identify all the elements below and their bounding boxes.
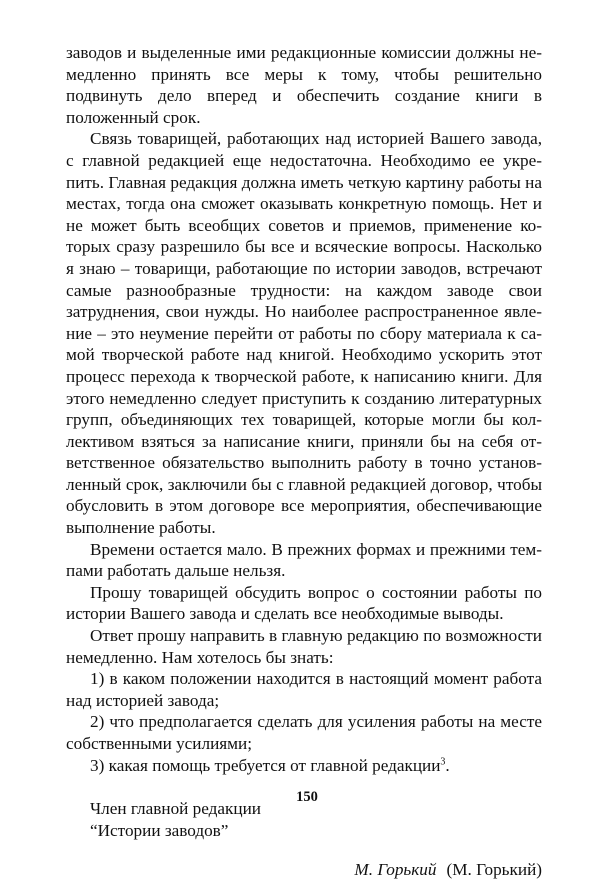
list-item-3-end: . xyxy=(445,755,450,775)
list-item-3-text: 3) какая помощь требуется от главной редакции xyxy=(90,755,441,775)
signature-line xyxy=(66,859,542,881)
page-number: 150 xyxy=(296,789,318,805)
signature-name: М. Горький xyxy=(354,860,437,880)
paragraph-continuation: заводов и выделенные ими редакционные комиссии должны немедленно принять все меры к тому, чтобы решительно подвинуть дело вперед и обеспечить создание книги в положенный срок. xyxy=(66,43,542,127)
list-item-1: 1) в каком положении находится в настоящий момент работа над историей завода; xyxy=(66,669,542,710)
paragraph-time-short: Времени остается мало. В прежних формах и прежними темпами работать дальше нельзя. xyxy=(66,539,542,581)
list-item-2: 2) что предполагается сделать для усиления работы на месте собственными усилиями; xyxy=(66,712,542,753)
paragraph-request-answer: Ответ прошу направить в главную редакцию по возможности немедленно. Нам хотелось бы знать: xyxy=(66,626,542,667)
list-item-3 xyxy=(66,755,542,777)
signatory-title-line1: Член главной редакции xyxy=(90,799,261,819)
signatory-title-line2: “Истории заводов” xyxy=(90,820,229,840)
paragraph-editorial-connection: Связь товарищей, работающих над историей Вашего завода, с главной редакцией еще недостаточна. Необходимо ее укрепить. Главная редакция должна иметь четкую картину работы на местах, тогда она сможет оказывать конкретную помощь. Нет и не может быть всеобщих советов и приемов, применение которых сразу разрешило бы все и всяческие вопросы. Насколько я знаю – товарищи, работающие по истории заводов, встречают самые разнообразные трудности: на каждом заводе свои затруднения, свои нужды. Но наиболее распространенное явление – это неумение перейти от работы по сбору материала к самой творческой работе над книгой. Необходимо ускорить этот процесс перехода к творческой работе, к написанию книги. Для этого немедленно следует приступить к созданию литературных групп, объединяющих тех товарищей, которые могли бы коллективом взяться за написание книги, приняли бы на себя ответственное обязательство выполнить работу в точно установленный срок, заключили бы с главной редакцией договор, чтобы обусловить в этом договоре все мероприятия, обеспечивающие выполнение работы. xyxy=(66,129,542,538)
letter-body xyxy=(66,42,542,881)
footnote-marker: 3 xyxy=(440,755,446,767)
paragraph-request-discuss: Прошу товарищей обсудить вопрос о состоянии работы по истории Вашего завода и сделать все необходимые выводы. xyxy=(66,582,542,624)
signature-typed-name: (М. Горький) xyxy=(446,860,542,880)
